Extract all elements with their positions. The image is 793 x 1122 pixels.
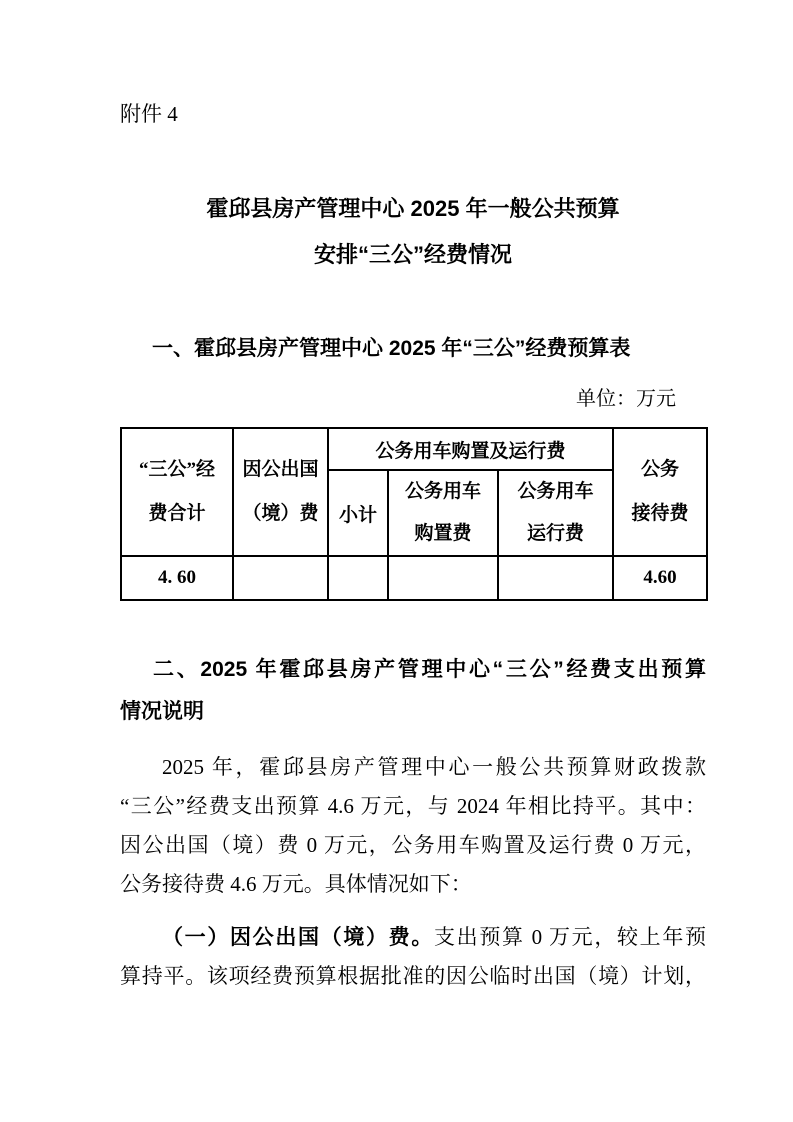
unit-note: 单位：万元 xyxy=(576,388,676,410)
header-abroad-line-1: 因公出国 xyxy=(242,459,319,480)
header-operation-line-1: 公务用车 xyxy=(517,481,594,502)
data-cell-operation xyxy=(498,556,613,600)
header-cell-abroad xyxy=(233,428,328,556)
section2-heading xyxy=(120,649,706,733)
header-cell-purchase xyxy=(388,470,498,556)
header-operation-line-2: 运行费 xyxy=(527,523,585,544)
header-purchase-line-2: 购置费 xyxy=(414,523,472,544)
paragraph-item-one xyxy=(120,918,706,996)
item-one-lead-label: （一）因公出国（境）费。 xyxy=(162,925,434,949)
header-cell-operation xyxy=(498,470,613,556)
paragraph-line: 因公出国（境）费 0 万元，公务用车购置及运行费 0 万元， xyxy=(120,833,706,857)
header-cell-vehicle-group: 公务用车购置及运行费 xyxy=(328,428,613,470)
header-abroad-line-2: （境）费 xyxy=(242,503,319,524)
header-cell-subtotal: 小计 xyxy=(328,470,388,556)
section2-heading-line-1: 二、2025 年霍邱县房产管理中心“三公”经费支出预算 xyxy=(153,658,706,681)
header-total-line-1: “三公”经 xyxy=(138,459,215,480)
document-content xyxy=(120,0,706,996)
section1-heading: 一、霍邱县房产管理中心 2025 年“三公”经费预算表 xyxy=(152,337,631,360)
header-reception-line-1: 公务 xyxy=(641,459,680,480)
data-cell-reception: 4.60 xyxy=(613,556,707,600)
data-cell-total: 4. 60 xyxy=(121,556,233,600)
table-data-row xyxy=(121,556,707,600)
data-cell-purchase xyxy=(388,556,498,600)
title-line-2: 安排“三公”经费情况 xyxy=(313,242,512,267)
paragraph-line: 公务接待费 4.6 万元。具体情况如下： xyxy=(120,872,472,896)
budget-table xyxy=(120,427,708,601)
attachment-label: 附件 4 xyxy=(120,102,178,126)
header-total-line-2: 费合计 xyxy=(148,503,206,524)
paragraph-summary xyxy=(120,748,706,904)
section2-heading-line-2: 情况说明 xyxy=(120,700,204,723)
table-header-row-1 xyxy=(121,428,707,470)
header-cell-total xyxy=(121,428,233,556)
paragraph-line: 2025 年，霍邱县房产管理中心一般公共预算财政拨款 xyxy=(162,755,706,779)
data-cell-subtotal xyxy=(328,556,388,600)
data-cell-abroad xyxy=(233,556,328,600)
item-one-text: 支出预算 0 万元，较上年预 xyxy=(434,925,706,949)
title-line-1: 霍邱县房产管理中心 2025 年一般公共预算 xyxy=(206,196,620,221)
paragraph-line: “三公”经费支出预算 4.6 万元，与 2024 年相比持平。其中： xyxy=(120,794,706,818)
header-reception-line-2: 接待费 xyxy=(631,503,689,524)
document-title xyxy=(120,186,706,278)
paragraph-line xyxy=(120,918,706,957)
paragraph-line: 算持平。该项经费预算根据批准的因公临时出国（境）计划， xyxy=(120,964,706,988)
header-cell-reception xyxy=(613,428,707,556)
header-purchase-line-1: 公务用车 xyxy=(404,481,481,502)
